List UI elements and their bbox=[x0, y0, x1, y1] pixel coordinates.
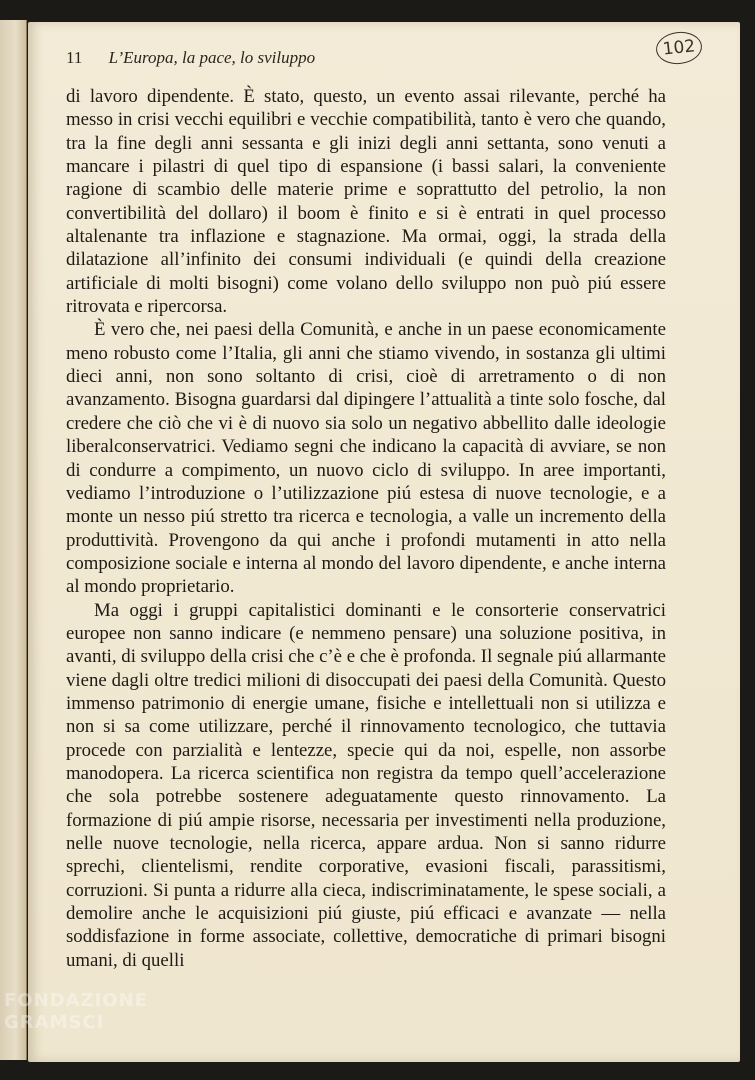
paragraph-1: di lavoro dipendente. È stato, questo, un evento assai rilevante, perché ha messo in crisi vecchi equilibri e vecchie compatibilità, tanto è vero che quando, tra la fine degli anni sessanta e gli inizi degli anni settanta, sono venuti a mancare i pilastri di quel tipo di espansione (i bassi salari, la conveniente ragione di scambio delle materie prime e soprattutto del petrolio, la non convertibilità del dollaro) il boom è finito e si è entrati in quel processo altalenante tra inflazione e stagnazione. Ma ormai, oggi, la strada della dilatazione all’infinito dei consumi individuali (e quindi della creazione artificiale di molti bisogni) come volano dello sviluppo non può piú essere ritrovata e ripercorsa. bbox=[66, 86, 666, 318]
paragraph-3: Ma oggi i gruppi capitalistici dominanti e le consorterie conservatrici europee non sanno indicare (e nemmeno pensare) una soluzione positiva, in avanti, di sviluppo della crisi che c’è e che è profonda. Il segnale piú allarmante viene dagli oltre tredici milioni di disoccupati dei paesi della Comunità. Questo immenso patrimonio di energie umane, fisiche e intellettuali non si utilizza e non si sa come utilizzare, perché il rinnovamento tecnologico, che tuttavia procede con parzialità e lentezze, specie qui da noi, espelle, non assorbe manodopera. La ricerca scientifica non registra da tempo quell’accelerazione che sola potrebbe sostenere adeguatamente questo rinnovamento. La formazione di piú ampie risorse, necessaria per investimenti nella produzione, nelle nuove tecnologie, nella ricerca, appare ardua. Non si sanno ridurre sprechi, clientelismi, rendite corporative, evasioni fiscali, parassitismi, corruzioni. Si punta a ridurre alla cieca, indiscriminatamente, le spese sociali, a demolire anche le acquisizioni piú giuste, piú efficaci e avanzate — nella soddisfazione in forme associate, collettive, democratiche di primari bisogni umani, di quelli bbox=[66, 599, 666, 971]
handwritten-folio-number: 102 bbox=[654, 30, 703, 67]
book-page bbox=[28, 22, 740, 1062]
body-text bbox=[66, 85, 666, 972]
watermark-line-1: FONDAZIONE bbox=[4, 990, 148, 1011]
running-header bbox=[66, 48, 315, 68]
page-number: 11 bbox=[66, 48, 83, 67]
previous-page-edge bbox=[0, 20, 27, 1060]
paragraph-2: È vero che, nei paesi della Comunità, e anche in un paese economicamente meno robusto come l’Italia, gli anni che stiamo vivendo, in sostanza gli ultimi dieci anni, non sono soltanto di crisi, cioè di arretramento o di non avanzamento. Bisogna guardarsi dal dipingere l’attualità a tinte solo fosche, dal credere che ciò che vi è di nuovo sia solo un negativo abbellito dalle ideologie liberalconservatrici. Vediamo segni che indicano la capacità di avviare, se non di condurre a compimento, un nuovo ciclo di sviluppo. In aree importanti, vediamo l’introduzione o l’utilizzazione piú estesa di nuove tecnologie, e a monte un nesso piú stretto tra ricerca e tecnologia, a valle un incremento della produttività. Provengono da qui anche i profondi mutamenti in atto nella composizione sociale e interna al mondo del lavoro dipendente, e anche interna al mondo proprietario. bbox=[66, 319, 666, 598]
running-title: L’Europa, la pace, lo sviluppo bbox=[108, 48, 316, 67]
watermark-line-2: GRAMSCI bbox=[4, 1012, 105, 1033]
archive-watermark bbox=[4, 990, 148, 1034]
